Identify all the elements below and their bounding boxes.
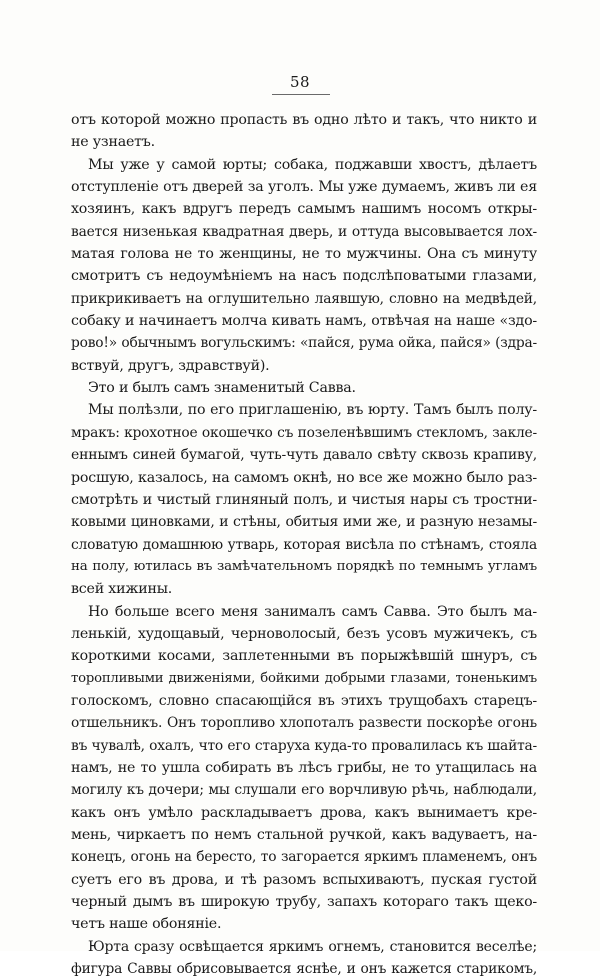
text-line: отступленіе отъ дверей за уголъ. Мы уже думаемъ, живъ ли ея bbox=[71, 179, 537, 196]
page-number-rule bbox=[272, 94, 330, 95]
text-line: могилу къ дочери; мы слушали его ворчливую рѣчь, наблюдали, bbox=[71, 782, 537, 799]
text-line: отшельникъ. Онъ торопливо хлопоталъ развести поскорѣе огонь bbox=[71, 715, 537, 732]
text-line: росшую, казалось, на самомъ окнѣ, но все же можно было раз- bbox=[71, 469, 537, 486]
text-line: мракъ: крохотное окошечко съ позеленѣвшимъ стекломъ, закле- bbox=[71, 424, 537, 441]
text-line: отъ которой можно пропасть въ одно лѣто и такъ, что никто и bbox=[71, 112, 537, 128]
text-line: Это и былъ самъ знаменитый Савва. bbox=[88, 380, 356, 397]
body-text bbox=[71, 109, 537, 980]
text-line: хозяинъ, какъ вдругъ передъ самымъ нашимъ носомъ откры- bbox=[71, 201, 537, 218]
text-line: матая голова не то женщины, не то мужчины. Она съ минуту bbox=[71, 246, 537, 263]
text-line: голоскомъ, словно спасающійся въ этихъ трущобахъ старецъ- bbox=[71, 692, 537, 709]
text-line: всей хижины. bbox=[71, 581, 173, 598]
text-line: прикрикиваетъ на оглушительно лаявшую, словно на медвѣдей, bbox=[71, 290, 537, 307]
text-line: ленькій, худощавый, черноволосый, безъ усовъ мужичекъ, съ bbox=[71, 625, 537, 642]
text-line: рово!» обычнымъ вогульскимъ: «пайся, рума ойка, пайся» (здра- bbox=[71, 335, 537, 352]
text-line: вается низенькая квадратная дверь, и оттуда высовывается лох- bbox=[71, 223, 537, 240]
text-line: Мы уже у самой юрты; собака, поджавши хвостъ, дѣлаетъ bbox=[88, 156, 537, 173]
text-line: торопливыми движеніями, бойкими добрыми глазами, тоненькимъ bbox=[71, 670, 537, 686]
text-line: Юрта сразу освѣщается яркимъ огнемъ, становится веселѣе; bbox=[88, 938, 537, 955]
text-line: не узнаетъ. bbox=[71, 134, 155, 151]
text-line: ковыми циновками, и стѣны, обитыя ими же, и разную незамы- bbox=[71, 514, 537, 531]
text-line: смотритъ съ недоумѣніемъ на насъ подслѣповатыми глазами, bbox=[71, 268, 537, 285]
text-line: суетъ его въ дрова, и тѣ разомъ вспыхиваютъ, пуская густой bbox=[71, 871, 537, 888]
text-line: собаку и начинаетъ молча кивать намъ, отвѣчая на наше «здо- bbox=[71, 313, 537, 330]
text-line: Мы полѣзли, по его приглашенію, въ юрту. Тамъ былъ полу- bbox=[88, 402, 537, 419]
text-line: Но больше всего меня занималъ самъ Савва. Это былъ ма- bbox=[88, 603, 537, 620]
text-line: словатую домашнюю утварь, которая висѣла по стѣнамъ, стояла bbox=[71, 536, 537, 553]
text-line: мень, чиркаетъ по немъ стальной ручкой, какъ вадуваетъ, на- bbox=[71, 827, 537, 843]
text-line: смотрѣть и чистый глиняный полъ, и чистыя нары съ тростни- bbox=[71, 491, 537, 508]
text-line: конецъ, огонь на бересто, то загорается яркимъ пламенемъ, онъ bbox=[71, 849, 537, 866]
text-line: фигура Саввы обрисовывается яснѣе, и онъ кажется старикомъ, bbox=[71, 961, 537, 978]
text-line: намъ, не то ушла собирать въ лѣсъ грибы, не то утащилась на bbox=[71, 759, 537, 776]
text-line: какъ онъ умѣло раскладываетъ дрова, какъ вынимаетъ кре- bbox=[71, 804, 537, 821]
text-line: еннымъ синей бумагой, чуть-чуть давало свѣту сквозь крапиву, bbox=[71, 447, 537, 464]
text-line: короткими косами, заплетенными въ порыжѣвшій шнуръ, съ bbox=[71, 648, 537, 665]
page-number: 58 bbox=[289, 73, 311, 91]
text-line: вствуй, другъ, здравствуй). bbox=[71, 357, 270, 374]
text-line: черный дымъ въ широкую трубу, запахъ котораго такъ щеко- bbox=[71, 894, 537, 911]
text-line: на полу, ютилась въ замѣчательномъ порядкѣ по темнымъ угламъ bbox=[71, 558, 537, 574]
text-line: въ чувалѣ, охалъ, что его старуха куда-то провалилась къ шайта- bbox=[71, 737, 537, 754]
text-line: четъ наше обоняніе. bbox=[71, 916, 222, 933]
